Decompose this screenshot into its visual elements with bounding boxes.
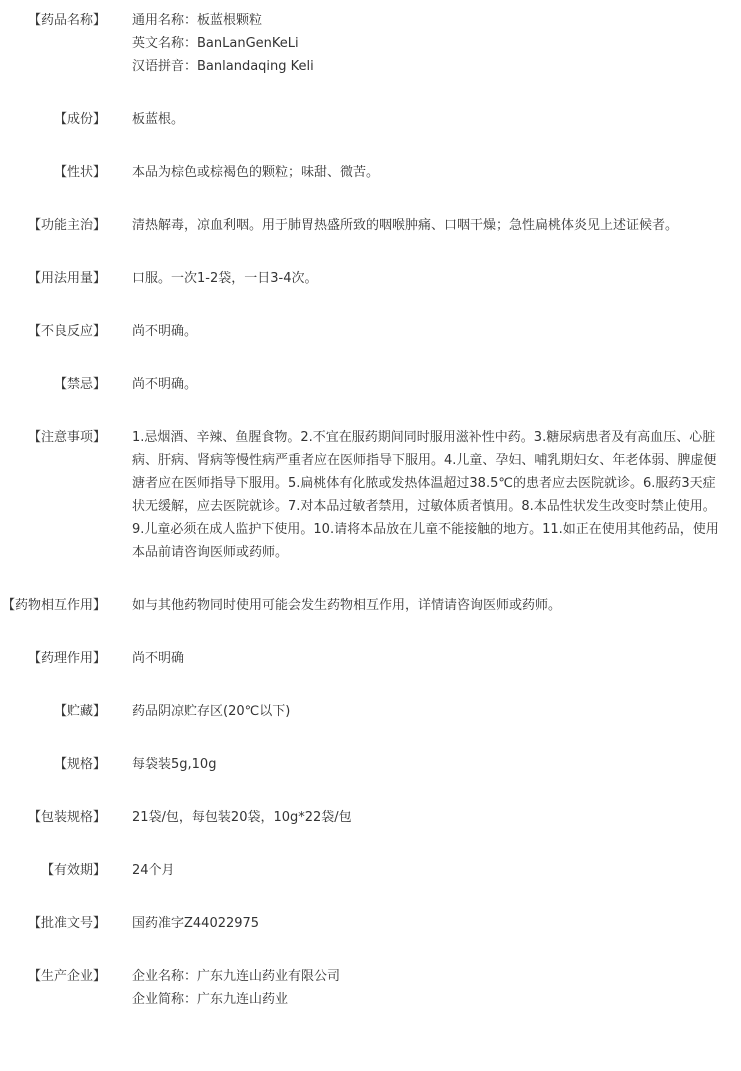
label-appearance: 【性状】 bbox=[53, 165, 106, 180]
row-appearance bbox=[0, 161, 741, 184]
row-manufacturer bbox=[0, 965, 741, 1011]
label-approval-number: 【批准文号】 bbox=[27, 916, 106, 931]
value-specification: 每袋装5g,10g bbox=[132, 757, 217, 772]
row-approval-number bbox=[0, 912, 741, 935]
row-ingredients bbox=[0, 108, 741, 131]
label-specification: 【规格】 bbox=[53, 757, 106, 772]
manufacturer-short-name-line: 企业简称：广东九连山药业 bbox=[132, 992, 289, 1007]
value-adverse-reactions: 尚不明确。 bbox=[132, 324, 198, 339]
value-shelf-life: 24个月 bbox=[132, 863, 175, 878]
row-dosage bbox=[0, 267, 741, 290]
label-pharmacology: 【药理作用】 bbox=[27, 651, 106, 666]
label-package-spec: 【包装规格】 bbox=[27, 810, 106, 825]
row-drug-interactions bbox=[0, 594, 741, 617]
value-appearance: 本品为棕色或棕褐色的颗粒；味甜、微苦。 bbox=[132, 165, 380, 180]
row-contraindications bbox=[0, 373, 741, 396]
value-storage: 药品阴凉贮存区(20℃以下) bbox=[132, 704, 291, 719]
label-adverse-reactions: 【不良反应】 bbox=[27, 324, 106, 339]
label-indications: 【功能主治】 bbox=[27, 218, 106, 233]
row-package-spec bbox=[0, 806, 741, 829]
value-dosage: 口服。一次1-2袋，一日3-4次。 bbox=[132, 271, 318, 286]
value-precautions: 1.忌烟酒、辛辣、鱼腥食物。2.不宜在服药期间同时服用滋补性中药。3.糖尿病患者及有高血压、心脏病、肝病、肾病等慢性病严重者应在医师指导下服用。4.儿童、孕妇、哺乳期妇女、年老体弱、脾虚便溏者应在医师指导下服用。5.扁桃体有化脓或发热体温超过38.5℃的患者应去医院就诊。6.服药3天症状无缓解，应去医院就诊。7.对本品过敏者禁用，过敏体质者慎用。8.本品性状发生改变时禁止使用。9.儿童必须在成人监护下使用。10.请将本品放在儿童不能接触的地方。11.如正在使用其他药品，使用本品前请咨询医师或药师。 bbox=[132, 430, 719, 560]
value-indications: 清热解毒，凉血利咽。用于肺胃热盛所致的咽喉肿痛、口咽干燥；急性扁桃体炎见上述证候者。 bbox=[132, 218, 679, 233]
label-drug-name: 【药品名称】 bbox=[27, 13, 106, 28]
label-storage: 【贮藏】 bbox=[53, 704, 106, 719]
manufacturer-full-name-line: 企业名称：广东九连山药业有限公司 bbox=[132, 969, 341, 984]
english-name-line: 英文名称：BanLanGenKeLi bbox=[132, 36, 299, 51]
row-specification bbox=[0, 753, 741, 776]
value-pharmacology: 尚不明确 bbox=[132, 651, 185, 666]
row-drug-name bbox=[0, 9, 741, 78]
value-drug-name bbox=[132, 9, 722, 78]
label-ingredients: 【成份】 bbox=[53, 112, 106, 127]
row-indications bbox=[0, 214, 741, 237]
label-precautions: 【注意事项】 bbox=[27, 430, 106, 445]
value-contraindications: 尚不明确。 bbox=[132, 377, 198, 392]
value-approval-number: 国药准字Z44022975 bbox=[132, 916, 260, 931]
label-dosage: 【用法用量】 bbox=[27, 271, 106, 286]
label-contraindications: 【禁忌】 bbox=[53, 377, 106, 392]
value-drug-interactions: 如与其他药物同时使用可能会发生药物相互作用，详情请咨询医师或药师。 bbox=[132, 598, 562, 613]
row-shelf-life bbox=[0, 859, 741, 882]
pinyin-name-line: 汉语拼音：Banlandaqing Keli bbox=[132, 59, 314, 74]
label-shelf-life: 【有效期】 bbox=[40, 863, 106, 878]
row-storage bbox=[0, 700, 741, 723]
value-ingredients: 板蓝根。 bbox=[132, 112, 185, 127]
row-adverse-reactions bbox=[0, 320, 741, 343]
row-precautions bbox=[0, 426, 741, 564]
row-pharmacology bbox=[0, 647, 741, 670]
value-manufacturer bbox=[132, 965, 722, 1011]
label-manufacturer: 【生产企业】 bbox=[27, 969, 106, 984]
value-package-spec: 21袋/包，每包装20袋，10g*22袋/包 bbox=[132, 810, 352, 825]
generic-name-line: 通用名称：板蓝根颗粒 bbox=[132, 13, 263, 28]
label-drug-interactions: 【药物相互作用】 bbox=[1, 598, 106, 613]
